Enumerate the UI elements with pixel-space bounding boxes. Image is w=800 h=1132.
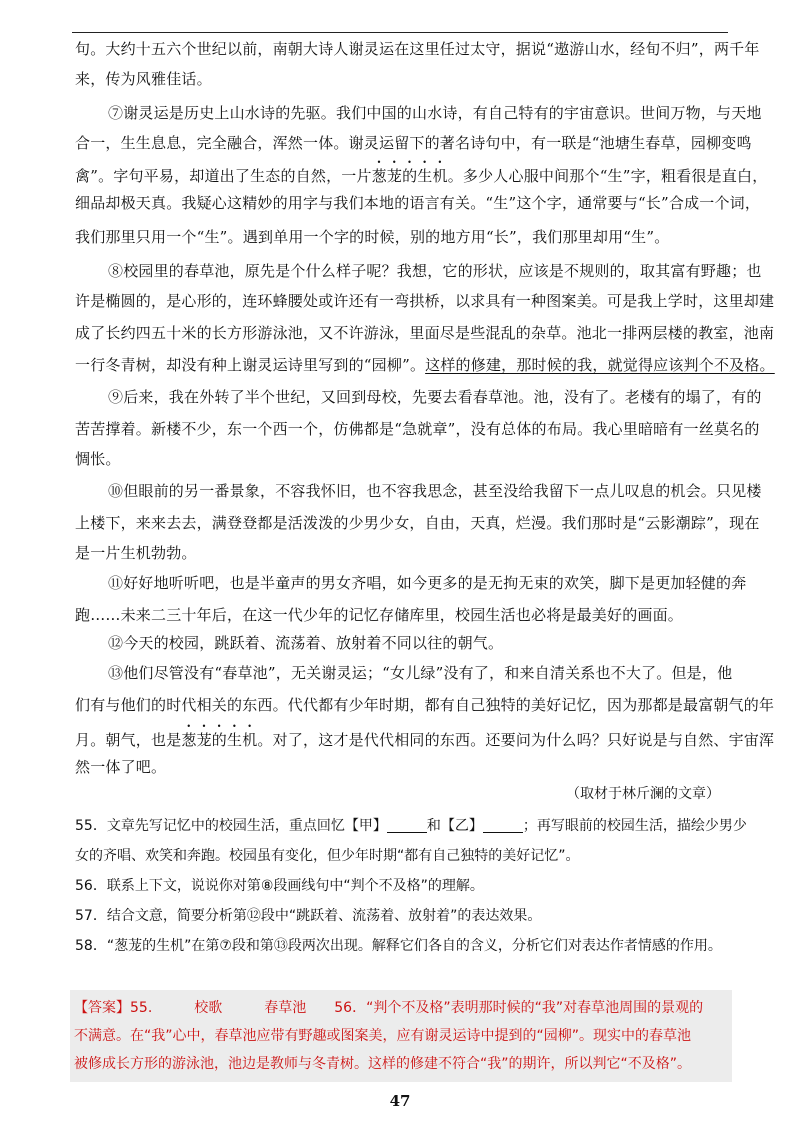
passage-line: 是一片生机勃勃。 [75, 544, 197, 562]
question-55: 55．文章先写记忆中的校园生活，重点回忆【甲】 和【乙】 ；再写眼前的校园生活，描绘少男少 [75, 818, 747, 834]
question-57: 57．结合文意，简要分析第⑫段中“跳跃着、流荡着、放射着”的表达效果。 [75, 908, 542, 924]
paragraph-10: ⑩但眼前的另一番景象，不容我怀旧，也不容我思念，甚至没给我留下一点儿叹息的机会。只见楼 [108, 482, 762, 500]
answer-blank [483, 816, 523, 833]
paragraph-9: ⑨后来，我在外转了半个世纪，又回到母校，先要去看春草池。池，没有了。老楼有的塌了，有的 [108, 388, 762, 406]
passage-line: 月。朝气，也是葱茏的生机。对了，这才是代代相同的东西。还要问为什么吗？只好说是与自然、宇宙浑 [75, 731, 775, 749]
page-number: 47 [389, 1092, 411, 1110]
paragraph-13: ⑬他们尽管没有“春草池”，无关谢灵运；“女儿绿”没有了，和来自清关系也不大了。但是，他 [108, 664, 733, 682]
answer-box [70, 990, 732, 1082]
paragraph-8: ⑧校园里的春草池，原先是个什么样子呢？我想，它的形状，应该是不规则的，取其富有野趣；也 [108, 262, 762, 280]
passage-line: 我们那里只用一个“生”。遇到单用一个字的时候，别的地方用“长”，我们那里却用“生”。 [75, 228, 670, 246]
answer-blank [387, 816, 427, 833]
answer-line: 不满意。在“我”心中，春草池应带有野趣或图案美，应有谢灵运诗中提到的“园柳”。现实中的春草池 [74, 1028, 692, 1044]
answer-line: 被修成长方形的游泳池，池边是教师与冬青树。这样的修建不符合“我”的期许，所以判它“不及格”。 [74, 1056, 692, 1072]
passage-line: 句。大约十五六个世纪以前，南朝大诗人谢灵运在这里任过太守，据说“遨游山水，经旬不归”，两千年 [75, 40, 760, 58]
passage-line: 合一，生生息息，完全融合，浑然一体。谢灵运留下的著名诗句中，有一联是“池塘生春草，园柳变鸣 [75, 134, 752, 152]
question-58: 58．“葱茏的生机”在第⑦段和第⑬段两次出现。解释它们各自的含义，分析它们对表达作者情感的作用。 [75, 938, 722, 954]
passage-line: 许是椭圆的，是心形的，连环蜂腰处或许还有一弯拱桥，以求具有一种图案美。可是我上学时，这里却建 [75, 292, 775, 310]
passage-line: 一行冬青树，却没有种上谢灵运诗里写到的“园柳”。这样的修建，那时候的我，就觉得应该判个不及格。 [75, 356, 775, 374]
emphasis-phrase: 葱茏的生机 [371, 167, 448, 185]
passage-line: 们有与他们的时代相关的东西。代代都有少年时期，都有自己独特的美好记忆，因为那都是最富朝气的年 [75, 696, 775, 714]
answer-line: 【答案】55. 校歌 春草池 56．“判个不及格”表明那时候的“我”对春草池周围的景观的 [74, 1000, 704, 1016]
underlined-sentence: 这样的修建，那时候的我，就觉得应该判个不及格。 [425, 356, 775, 374]
passage-line: 惆怅。 [75, 450, 121, 468]
paragraph-12: ⑫今天的校园，跳跃着、流荡着、放射着不同以往的朝气。 [108, 634, 504, 652]
question-55-line2: 女的齐唱、欢笑和奔跑。校园虽有变化，但少年时期“都有自己独特的美好记忆”。 [75, 848, 580, 864]
passage-line: 来，传为风雅佳话。 [75, 70, 212, 88]
passage-line: 然一体了吧。 [75, 758, 167, 776]
label-jia: 【甲】 [344, 818, 387, 834]
question-56: 56．联系上下文，说说你对第⑧段画线句中“判个不及格”的理解。 [75, 878, 484, 894]
label-yi: 【乙】 [440, 818, 483, 834]
passage-line: 苦苦撑着。新楼不少，东一个西一个，仿佛都是“急就章”，没有总体的布局。我心里暗暗有一丝莫名的 [75, 420, 760, 438]
passage-line: 上楼下，来来去去，满登登都是活泼泼的少男少女，自由，天真，烂漫。我们那时是“云影潮踪”，现在 [75, 514, 760, 532]
header-rule [72, 32, 728, 33]
paragraph-11: ⑪好好地听听吧，也是半童声的男女齐唱，如今更多的是无拘无束的欢笑，脚下是更加轻健的奔 [108, 574, 747, 592]
source-attribution: （取材于林斤澜的文章） [566, 786, 720, 802]
emphasis-phrase: 葱茏的生机 [181, 731, 258, 749]
passage-line: 禽”。字句平易，却道出了生态的自然，一片葱茏的生机。多少人心服中间那个“生”字，粗看很是直白， [75, 167, 768, 185]
passage-line: 成了长约四五十米的长方形游泳池，又不许游泳，里面尽是些混乱的杂草。池北一排两层楼的教室，池南 [75, 324, 775, 342]
passage-line: 跑……未来二三十年后，在这一代少年的记忆存储库里，校园生活也必将是最美好的画面。 [75, 606, 684, 624]
passage-line: 细品却极天真。我疑心这精妙的用字与我们本地的语言有关。“生”这个字，通常要与“长”合成一个词， [75, 194, 761, 212]
paragraph-7: ⑦谢灵运是历史上山水诗的先驱。我们中国的山水诗，有自己特有的宇宙意识。世间万物，与天地 [108, 104, 762, 122]
